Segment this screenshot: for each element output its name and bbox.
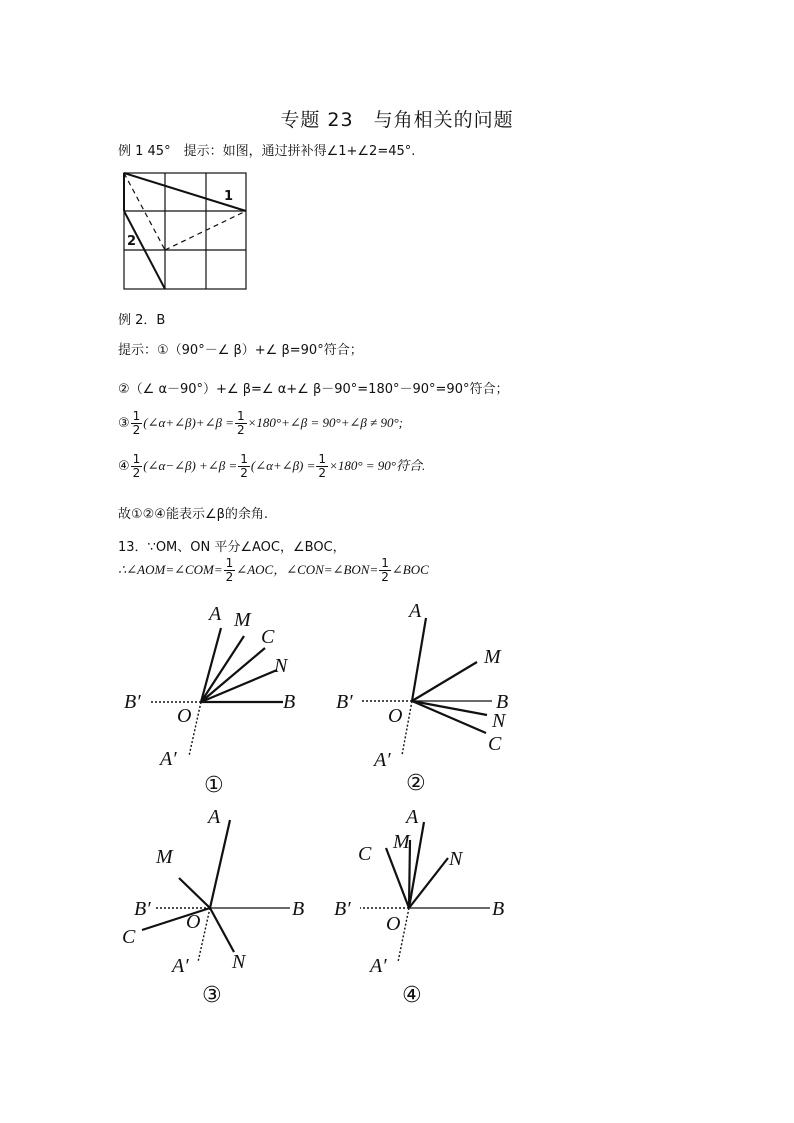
label-O: O: [177, 705, 192, 727]
ray-OM: [179, 878, 210, 908]
fraction: $\frac{1}{2}$: [132, 409, 141, 437]
label-B: B: [283, 691, 296, 713]
label-N: N: [449, 848, 463, 870]
label-B-prime: B′: [336, 691, 353, 713]
figure-3: [120, 800, 320, 1010]
ray-ON: [412, 701, 487, 715]
label-A-prime: A′: [370, 955, 387, 977]
page-title: 专题 23 与角相关的问题: [280, 109, 514, 131]
fraction: $\frac{1}{2}$: [240, 452, 248, 480]
ray-ON: [409, 858, 448, 908]
label-O: O: [186, 911, 201, 933]
label-B: B: [496, 691, 509, 713]
label-N: N: [232, 951, 246, 973]
ray-OC: [386, 848, 409, 908]
label-B-prime: B′: [124, 691, 141, 713]
label-M: M: [156, 846, 173, 868]
label-B: B: [292, 898, 305, 920]
figure-3-caption: ③: [202, 983, 222, 1008]
ray-ON: [210, 908, 234, 952]
label-C: C: [122, 926, 136, 948]
label-2: 2: [127, 234, 137, 249]
label-B-prime: B′: [334, 898, 351, 920]
figure-2: [330, 598, 530, 798]
example-2-hint-2: ②（∠ α－90°）+∠ β=∠ α+∠ β－90°=180°－90°=90°符合；: [118, 382, 509, 397]
label-O: O: [388, 705, 403, 727]
fraction: $\frac{1}{2}$: [381, 556, 389, 584]
fraction: $\frac{1}{2}$: [236, 409, 245, 437]
fraction: $\frac{1}{2}$: [225, 556, 234, 584]
label-M: M: [484, 646, 501, 668]
label-C: C: [358, 843, 372, 865]
label-A: A: [406, 806, 419, 828]
label-N: N: [492, 710, 506, 732]
ray-OM: [412, 662, 477, 701]
ray-OC: [412, 701, 486, 733]
example-1-text: 例 1 45° 提示：如图，通过拼补得∠1+∠2=45°.: [118, 144, 416, 159]
label-N: N: [274, 655, 288, 677]
figure-4: [330, 800, 530, 1010]
label-C: C: [488, 733, 502, 755]
label-B: B: [492, 898, 505, 920]
label-A-prime: A′: [172, 955, 189, 977]
label-A: A: [209, 603, 222, 625]
ray-OC: [201, 648, 265, 702]
example-2-hint-1: 提示：①（90°－∠ β）+∠ β=90°符合；: [118, 343, 363, 358]
ray-OA: [412, 618, 426, 701]
label-1: 1: [224, 189, 234, 204]
label-A-prime: A′: [374, 749, 391, 771]
hint-3-prefix: ③: [118, 416, 130, 431]
figure-2-caption: ②: [406, 771, 426, 796]
label-A-prime: A′: [160, 748, 177, 770]
figure-1: [120, 598, 320, 798]
example-1-grid-figure: [118, 168, 252, 292]
ray-OA-prime: [402, 701, 412, 755]
label-A: A: [208, 806, 221, 828]
label-C: C: [261, 626, 275, 648]
hint-4-prefix: ④: [118, 459, 130, 474]
figure-4-caption: ④: [402, 983, 422, 1008]
example-2-conclusion: 故①②④能表示∠β的余角.: [118, 507, 269, 522]
ray-OA: [210, 820, 230, 908]
q13-line-1: 13．∵OM、ON 平分∠AOC，∠BOC，: [118, 540, 346, 555]
label-B-prime: B′: [134, 898, 151, 920]
fraction: $\frac{1}{2}$: [132, 452, 141, 480]
label-M: M: [393, 831, 410, 853]
figure-1-caption: ①: [204, 773, 224, 798]
label-A: A: [409, 600, 422, 622]
q13-line-2: ∴∠AOM=∠COM= $\frac{1}{2}$ ∠AOC，∠CON=∠BON= $\frac{1}{2}$ ∠BOC: [118, 556, 429, 584]
example-2-answer: 例 2．B: [118, 313, 166, 328]
example-2-hint-4: ④ $\frac{1}{2}$ (∠α−∠β) +∠β = $\frac{1}{2}$ (∠α+∠β) = $\frac{1}{2}$ ×180° = 90°符合.: [118, 452, 426, 480]
ray-OA: [201, 628, 221, 702]
example-2-hint-3: ③ $\frac{1}{2}$ (∠α+∠β)+∠β = $\frac{1}{2}$ ×180°+∠β = 90°+∠β ≠ 90°;: [118, 409, 404, 437]
label-O: O: [386, 913, 401, 935]
ray-OA: [409, 822, 424, 908]
fraction: $\frac{1}{2}$: [318, 452, 327, 480]
label-M: M: [234, 609, 251, 631]
